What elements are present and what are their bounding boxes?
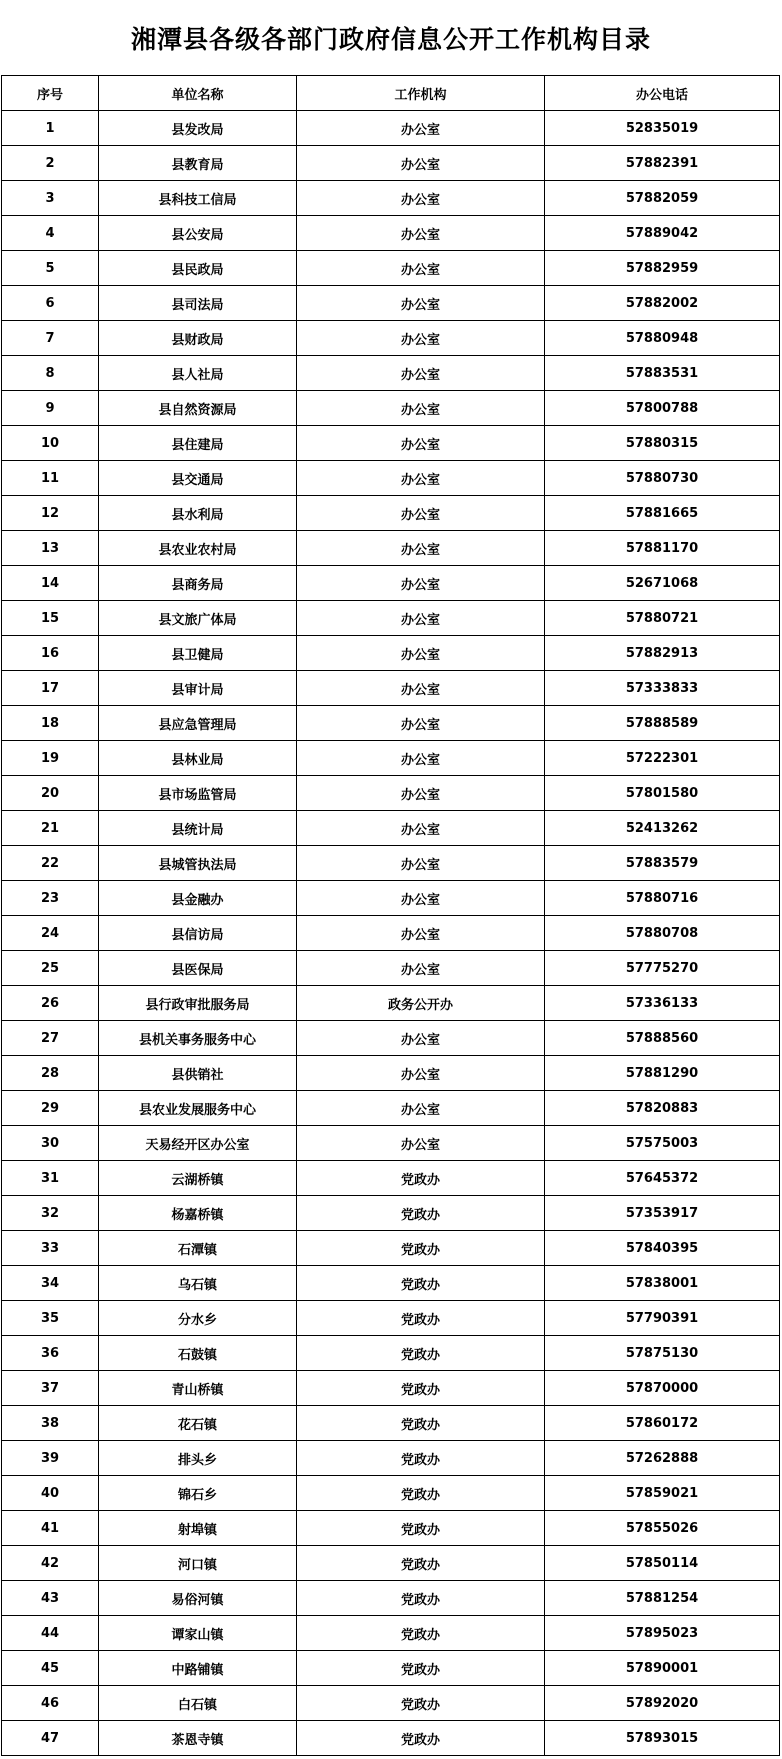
row-office-phone: 57888560: [545, 1021, 780, 1056]
row-unit-name: 天易经开区办公室: [99, 1126, 297, 1161]
row-office-phone: 57892020: [545, 1686, 780, 1721]
row-work-office: 办公室: [297, 356, 545, 391]
table-row: [2, 1721, 780, 1756]
row-office-phone: 57880948: [545, 321, 780, 356]
row-unit-name: 县财政局: [99, 321, 297, 356]
row-office-phone: 57820883: [545, 1091, 780, 1126]
row-index: 20: [2, 776, 99, 811]
row-work-office: 办公室: [297, 846, 545, 881]
row-unit-name: 县司法局: [99, 286, 297, 321]
row-unit-name: 县城管执法局: [99, 846, 297, 881]
table-row: [2, 601, 780, 636]
table-row: [2, 1231, 780, 1266]
table-row: [2, 286, 780, 321]
row-unit-name: 石潭镇: [99, 1231, 297, 1266]
row-work-office: 办公室: [297, 181, 545, 216]
row-work-office: 办公室: [297, 811, 545, 846]
table-row: [2, 1686, 780, 1721]
row-unit-name: 县林业局: [99, 741, 297, 776]
row-work-office: 办公室: [297, 776, 545, 811]
row-office-phone: 57880315: [545, 426, 780, 461]
row-index: 40: [2, 1476, 99, 1511]
row-office-phone: 57881170: [545, 531, 780, 566]
row-work-office: 党政办: [297, 1406, 545, 1441]
row-office-phone: 57881254: [545, 1581, 780, 1616]
directory-table: [1, 75, 780, 1756]
row-office-phone: 57895023: [545, 1616, 780, 1651]
row-index: 39: [2, 1441, 99, 1476]
row-work-office: 党政办: [297, 1686, 545, 1721]
table-row: [2, 181, 780, 216]
row-unit-name: 白石镇: [99, 1686, 297, 1721]
row-index: 11: [2, 461, 99, 496]
row-work-office: 党政办: [297, 1581, 545, 1616]
row-index: 14: [2, 566, 99, 601]
row-unit-name: 县行政审批服务局: [99, 986, 297, 1021]
row-work-office: 办公室: [297, 1091, 545, 1126]
row-work-office: 党政办: [297, 1161, 545, 1196]
row-work-office: 办公室: [297, 286, 545, 321]
row-office-phone: 57880730: [545, 461, 780, 496]
row-office-phone: 57859021: [545, 1476, 780, 1511]
row-work-office: 办公室: [297, 111, 545, 146]
row-unit-name: 县供销社: [99, 1056, 297, 1091]
row-index: 9: [2, 391, 99, 426]
row-work-office: 办公室: [297, 951, 545, 986]
table-row: [2, 671, 780, 706]
table-row: [2, 1021, 780, 1056]
row-office-phone: 57575003: [545, 1126, 780, 1161]
row-work-office: 办公室: [297, 916, 545, 951]
row-index: 34: [2, 1266, 99, 1301]
row-office-phone: 52671068: [545, 566, 780, 601]
row-unit-name: 县信访局: [99, 916, 297, 951]
row-unit-name: 分水乡: [99, 1301, 297, 1336]
row-office-phone: 57840395: [545, 1231, 780, 1266]
row-office-phone: 57883531: [545, 356, 780, 391]
row-unit-name: 县自然资源局: [99, 391, 297, 426]
row-work-office: 党政办: [297, 1511, 545, 1546]
header-work-office: 工作机构: [297, 76, 545, 111]
table-row: [2, 1651, 780, 1686]
row-index: 33: [2, 1231, 99, 1266]
table-row: [2, 1406, 780, 1441]
row-index: 19: [2, 741, 99, 776]
row-office-phone: 57882002: [545, 286, 780, 321]
row-index: 24: [2, 916, 99, 951]
table-row: [2, 1196, 780, 1231]
table-row: [2, 496, 780, 531]
row-office-phone: 57790391: [545, 1301, 780, 1336]
row-index: 12: [2, 496, 99, 531]
row-unit-name: 县商务局: [99, 566, 297, 601]
row-work-office: 党政办: [297, 1721, 545, 1756]
row-office-phone: 57850114: [545, 1546, 780, 1581]
row-index: 23: [2, 881, 99, 916]
table-row: [2, 566, 780, 601]
row-unit-name: 县文旅广体局: [99, 601, 297, 636]
table-row: [2, 986, 780, 1021]
table-row: [2, 916, 780, 951]
row-index: 30: [2, 1126, 99, 1161]
table-row: [2, 951, 780, 986]
table-row: [2, 146, 780, 181]
row-work-office: 办公室: [297, 636, 545, 671]
row-work-office: 办公室: [297, 566, 545, 601]
row-unit-name: 易俗河镇: [99, 1581, 297, 1616]
row-office-phone: 57775270: [545, 951, 780, 986]
table-row: [2, 1441, 780, 1476]
table-row: [2, 1616, 780, 1651]
row-unit-name: 县审计局: [99, 671, 297, 706]
row-index: 36: [2, 1336, 99, 1371]
row-work-office: 党政办: [297, 1371, 545, 1406]
table-row: [2, 391, 780, 426]
row-index: 31: [2, 1161, 99, 1196]
table-row: [2, 846, 780, 881]
row-unit-name: 石鼓镇: [99, 1336, 297, 1371]
row-work-office: 党政办: [297, 1476, 545, 1511]
row-office-phone: 57855026: [545, 1511, 780, 1546]
table-row: [2, 1266, 780, 1301]
row-index: 6: [2, 286, 99, 321]
row-index: 17: [2, 671, 99, 706]
row-work-office: 办公室: [297, 426, 545, 461]
row-work-office: 办公室: [297, 601, 545, 636]
header-unit-name: 单位名称: [99, 76, 297, 111]
row-unit-name: 县民政局: [99, 251, 297, 286]
table-row: [2, 1511, 780, 1546]
row-work-office: 办公室: [297, 321, 545, 356]
row-index: 44: [2, 1616, 99, 1651]
row-office-phone: 52413262: [545, 811, 780, 846]
row-office-phone: 57870000: [545, 1371, 780, 1406]
row-work-office: 党政办: [297, 1301, 545, 1336]
row-unit-name: 射埠镇: [99, 1511, 297, 1546]
table-row: [2, 1301, 780, 1336]
row-office-phone: 57882913: [545, 636, 780, 671]
row-unit-name: 县科技工信局: [99, 181, 297, 216]
table-row: [2, 706, 780, 741]
row-unit-name: 县农业发展服务中心: [99, 1091, 297, 1126]
table-row: [2, 531, 780, 566]
row-office-phone: 57353917: [545, 1196, 780, 1231]
row-index: 3: [2, 181, 99, 216]
table-row: [2, 426, 780, 461]
row-index: 16: [2, 636, 99, 671]
row-index: 13: [2, 531, 99, 566]
row-unit-name: 青山桥镇: [99, 1371, 297, 1406]
table-row: [2, 1371, 780, 1406]
row-work-office: 党政办: [297, 1336, 545, 1371]
row-office-phone: 57875130: [545, 1336, 780, 1371]
row-work-office: 办公室: [297, 496, 545, 531]
row-unit-name: 锦石乡: [99, 1476, 297, 1511]
row-work-office: 党政办: [297, 1651, 545, 1686]
table-row: [2, 811, 780, 846]
table-row: [2, 1126, 780, 1161]
row-work-office: 办公室: [297, 391, 545, 426]
row-index: 27: [2, 1021, 99, 1056]
table-row: [2, 1546, 780, 1581]
row-unit-name: 谭家山镇: [99, 1616, 297, 1651]
row-unit-name: 河口镇: [99, 1546, 297, 1581]
row-index: 42: [2, 1546, 99, 1581]
table-row: [2, 741, 780, 776]
row-office-phone: 57880708: [545, 916, 780, 951]
row-office-phone: 57882059: [545, 181, 780, 216]
row-work-office: 办公室: [297, 741, 545, 776]
table-row: [2, 881, 780, 916]
row-index: 45: [2, 1651, 99, 1686]
row-index: 5: [2, 251, 99, 286]
table-row: [2, 461, 780, 496]
row-unit-name: 乌石镇: [99, 1266, 297, 1301]
table-row: [2, 1161, 780, 1196]
row-work-office: 办公室: [297, 216, 545, 251]
page-title: 湘潭县各级各部门政府信息公开工作机构目录: [130, 25, 651, 54]
row-unit-name: 中路铺镇: [99, 1651, 297, 1686]
row-office-phone: 57800788: [545, 391, 780, 426]
row-index: 37: [2, 1371, 99, 1406]
row-office-phone: 57882391: [545, 146, 780, 181]
row-work-office: 办公室: [297, 671, 545, 706]
row-work-office: 办公室: [297, 881, 545, 916]
row-work-office: 党政办: [297, 1196, 545, 1231]
row-unit-name: 县水利局: [99, 496, 297, 531]
row-work-office: 办公室: [297, 461, 545, 496]
row-unit-name: 县人社局: [99, 356, 297, 391]
row-office-phone: 57881665: [545, 496, 780, 531]
row-work-office: 办公室: [297, 531, 545, 566]
row-work-office: 办公室: [297, 706, 545, 741]
row-unit-name: 杨嘉桥镇: [99, 1196, 297, 1231]
table-row: [2, 1336, 780, 1371]
row-index: 18: [2, 706, 99, 741]
row-index: 8: [2, 356, 99, 391]
row-index: 29: [2, 1091, 99, 1126]
row-index: 22: [2, 846, 99, 881]
row-unit-name: 茶恩寺镇: [99, 1721, 297, 1756]
table-row: [2, 1581, 780, 1616]
row-unit-name: 县医保局: [99, 951, 297, 986]
row-office-phone: 52835019: [545, 111, 780, 146]
table-row: [2, 776, 780, 811]
row-office-phone: 57336133: [545, 986, 780, 1021]
row-office-phone: 57880716: [545, 881, 780, 916]
row-office-phone: 57838001: [545, 1266, 780, 1301]
row-unit-name: 县农业农村局: [99, 531, 297, 566]
row-unit-name: 县市场监管局: [99, 776, 297, 811]
row-unit-name: 排头乡: [99, 1441, 297, 1476]
row-office-phone: 57883579: [545, 846, 780, 881]
row-unit-name: 县机关事务服务中心: [99, 1021, 297, 1056]
row-office-phone: 57860172: [545, 1406, 780, 1441]
row-index: 47: [2, 1721, 99, 1756]
table-row: [2, 1476, 780, 1511]
row-office-phone: 57889042: [545, 216, 780, 251]
row-unit-name: 县卫健局: [99, 636, 297, 671]
row-work-office: 办公室: [297, 251, 545, 286]
row-work-office: 党政办: [297, 1441, 545, 1476]
row-index: 4: [2, 216, 99, 251]
row-index: 28: [2, 1056, 99, 1091]
table-row: [2, 111, 780, 146]
row-office-phone: 57880721: [545, 601, 780, 636]
table-row: [2, 636, 780, 671]
row-index: 21: [2, 811, 99, 846]
row-work-office: 办公室: [297, 1126, 545, 1161]
row-office-phone: 57333833: [545, 671, 780, 706]
row-office-phone: 57881290: [545, 1056, 780, 1091]
table-row: [2, 356, 780, 391]
row-index: 43: [2, 1581, 99, 1616]
row-unit-name: 县交通局: [99, 461, 297, 496]
row-work-office: 办公室: [297, 1021, 545, 1056]
row-index: 2: [2, 146, 99, 181]
table-row: [2, 216, 780, 251]
row-index: 1: [2, 111, 99, 146]
row-index: 10: [2, 426, 99, 461]
header-office-phone: 办公电话: [545, 76, 780, 111]
row-index: 46: [2, 1686, 99, 1721]
row-work-office: 办公室: [297, 146, 545, 181]
row-office-phone: 57888589: [545, 706, 780, 741]
row-unit-name: 县教育局: [99, 146, 297, 181]
table-body: [2, 111, 780, 1756]
row-work-office: 党政办: [297, 1616, 545, 1651]
row-office-phone: 57882959: [545, 251, 780, 286]
row-index: 26: [2, 986, 99, 1021]
header-index: 序号: [2, 76, 99, 111]
row-work-office: 党政办: [297, 1231, 545, 1266]
row-index: 38: [2, 1406, 99, 1441]
row-unit-name: 花石镇: [99, 1406, 297, 1441]
table-row: [2, 1091, 780, 1126]
table-row: [2, 321, 780, 356]
row-unit-name: 县公安局: [99, 216, 297, 251]
row-work-office: 党政办: [297, 1266, 545, 1301]
row-unit-name: 县发改局: [99, 111, 297, 146]
row-index: 32: [2, 1196, 99, 1231]
row-index: 35: [2, 1301, 99, 1336]
row-work-office: 党政办: [297, 1546, 545, 1581]
row-index: 7: [2, 321, 99, 356]
row-office-phone: 57801580: [545, 776, 780, 811]
row-unit-name: 县统计局: [99, 811, 297, 846]
row-office-phone: 57262888: [545, 1441, 780, 1476]
row-unit-name: 县金融办: [99, 881, 297, 916]
row-index: 15: [2, 601, 99, 636]
row-office-phone: 57645372: [545, 1161, 780, 1196]
row-office-phone: 57222301: [545, 741, 780, 776]
row-work-office: 办公室: [297, 1056, 545, 1091]
row-index: 41: [2, 1511, 99, 1546]
row-work-office: 政务公开办: [297, 986, 545, 1021]
row-office-phone: 57890001: [545, 1651, 780, 1686]
table-row: [2, 1056, 780, 1091]
row-unit-name: 县住建局: [99, 426, 297, 461]
table-row: [2, 251, 780, 286]
row-office-phone: 57893015: [545, 1721, 780, 1756]
table-header-row: [2, 76, 780, 111]
row-unit-name: 云湖桥镇: [99, 1161, 297, 1196]
row-index: 25: [2, 951, 99, 986]
row-unit-name: 县应急管理局: [99, 706, 297, 741]
